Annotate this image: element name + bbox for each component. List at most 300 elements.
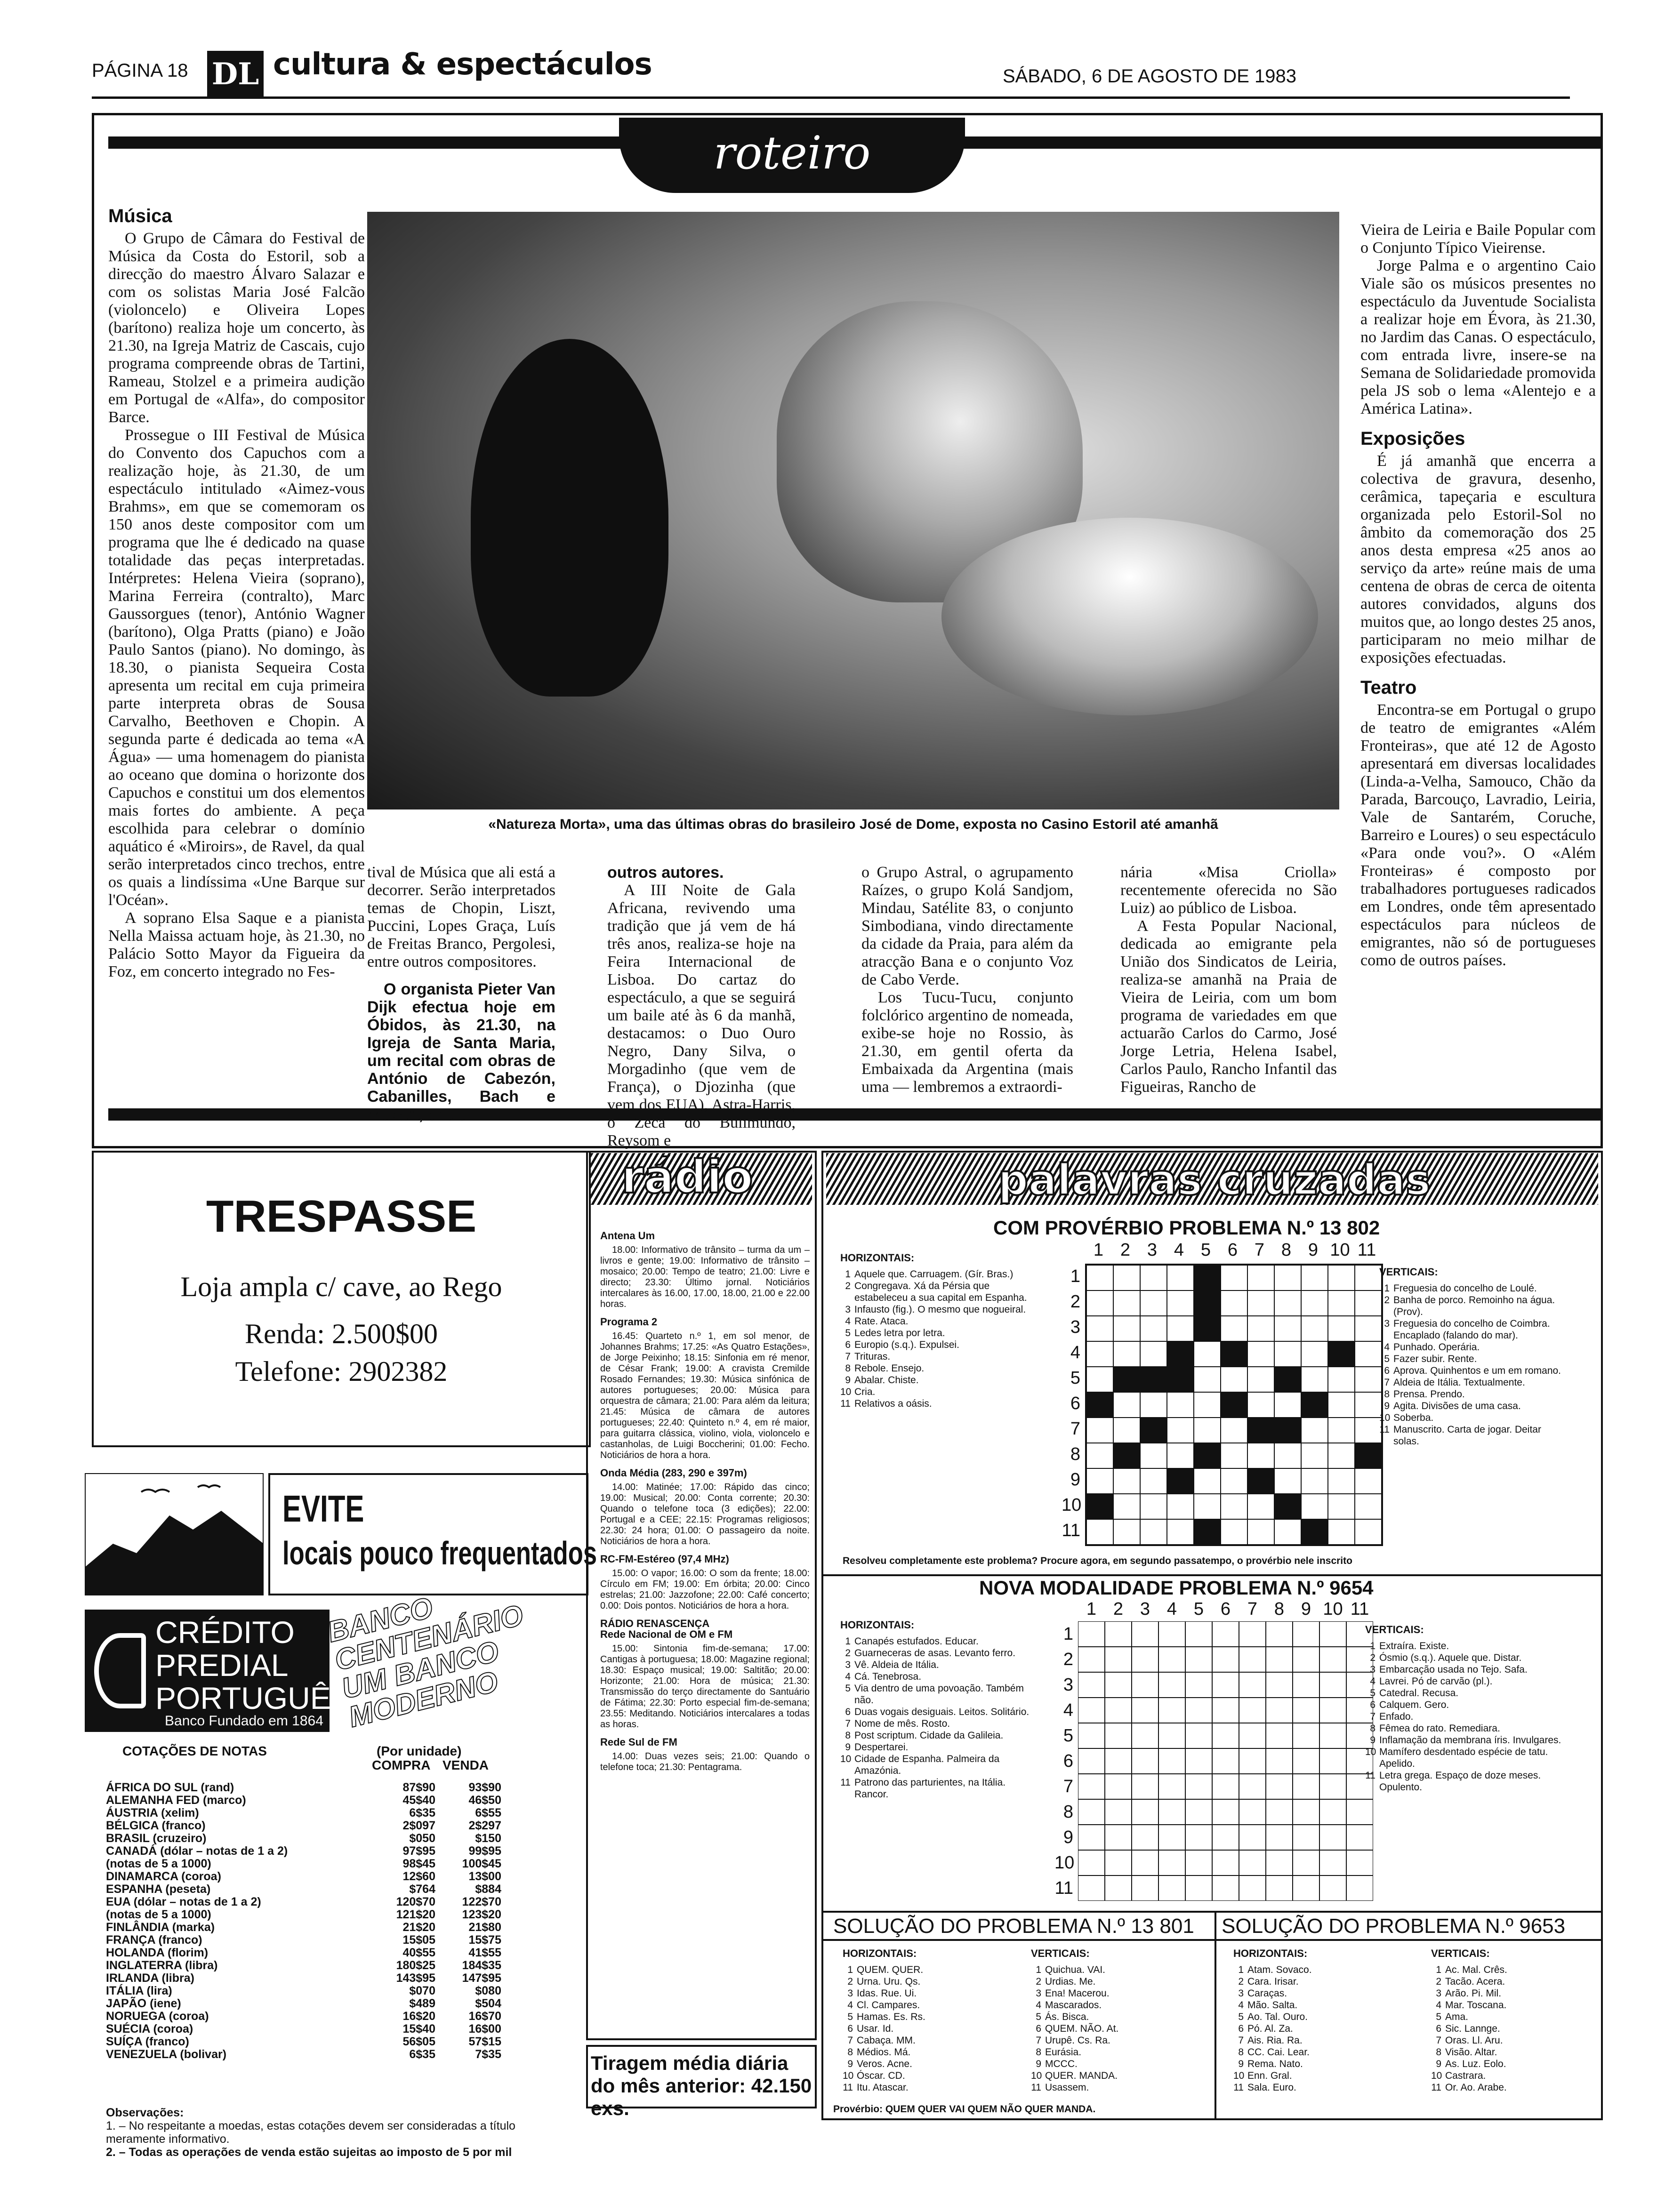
grid-cell[interactable] xyxy=(1274,1494,1301,1519)
grid-cell[interactable] xyxy=(1221,1265,1247,1290)
grid-cell[interactable] xyxy=(1167,1316,1194,1341)
grid-cell[interactable] xyxy=(1346,1850,1373,1875)
grid-cell[interactable] xyxy=(1140,1316,1167,1341)
grid-cell[interactable] xyxy=(1328,1316,1355,1341)
grid-cell[interactable] xyxy=(1274,1265,1301,1290)
grid-cell[interactable] xyxy=(1113,1290,1140,1316)
grid-cell[interactable] xyxy=(1239,1850,1266,1875)
grid-cell[interactable] xyxy=(1140,1494,1167,1519)
grid-cell[interactable] xyxy=(1221,1290,1247,1316)
problem-2-vertical-clues xyxy=(1365,1624,1568,1793)
grid-cell[interactable] xyxy=(1355,1341,1382,1367)
grid-cell[interactable] xyxy=(1194,1290,1221,1316)
grid-cell[interactable] xyxy=(1212,1774,1239,1799)
grid-cell[interactable] xyxy=(1328,1392,1355,1418)
grid-cell[interactable] xyxy=(1105,1748,1132,1774)
grid-cell[interactable] xyxy=(1319,1799,1346,1825)
buy-rate: 180$25 xyxy=(396,1959,435,1972)
grid-cell[interactable] xyxy=(1105,1850,1132,1875)
paragraph: A III Noite de Gala Africana, revivendo uma tradição que já vem de há três anos, realiza-se hoje na Feira Internacional de Lisboa. Do cartaz do espectáculo, a que se seguirá um baile até às 6 da manhã, destacamos: o Duo Ouro Negro, Dany Silva, o Morgadinho (que vem de França), o Djozinha (que vem dos EUA), Astra-Harris, o Zeca do Bulimundo, Reysom e xyxy=(607,882,796,1149)
clue-item xyxy=(1431,1964,1601,1976)
clue-heading: HORIZONTAIS: xyxy=(1233,1948,1308,1959)
buy-rate: 97$95 xyxy=(402,1844,435,1858)
grid-cell[interactable] xyxy=(1194,1265,1221,1290)
grid-cell[interactable] xyxy=(1113,1494,1140,1519)
problem-2-horizontal-clues xyxy=(840,1619,1033,1800)
grid-cell[interactable] xyxy=(1274,1290,1301,1316)
grid-cell[interactable] xyxy=(1239,1825,1266,1850)
grid-cell[interactable] xyxy=(1194,1341,1221,1367)
grid-cell[interactable] xyxy=(1355,1443,1382,1468)
grid-cell[interactable] xyxy=(1355,1494,1382,1519)
grid-cell[interactable] xyxy=(1328,1341,1355,1367)
grid-cell[interactable] xyxy=(1301,1418,1328,1443)
grid-col-number: 11 xyxy=(1350,1599,1369,1619)
grid-cell[interactable] xyxy=(1293,1621,1319,1647)
grid-cell[interactable] xyxy=(1266,1647,1293,1672)
grid-cell[interactable] xyxy=(1140,1468,1167,1494)
grid-cell[interactable] xyxy=(1319,1825,1346,1850)
grid-cell[interactable] xyxy=(1158,1672,1185,1698)
grid-cell[interactable] xyxy=(1239,1723,1266,1748)
grid-cell[interactable] xyxy=(1247,1392,1274,1418)
grid-row-number: 2 xyxy=(1063,1650,1073,1669)
grid-cell[interactable] xyxy=(1194,1494,1221,1519)
grid-cell[interactable] xyxy=(1274,1418,1301,1443)
grid-cell[interactable] xyxy=(1140,1367,1167,1392)
grid-cell[interactable] xyxy=(1086,1519,1113,1545)
grid-cell[interactable] xyxy=(1078,1748,1105,1774)
grid-cell[interactable] xyxy=(1167,1367,1194,1392)
grid-cell[interactable] xyxy=(1274,1367,1301,1392)
grid-cell[interactable] xyxy=(1293,1672,1319,1698)
grid-cell[interactable] xyxy=(1221,1494,1247,1519)
grid-cell[interactable] xyxy=(1086,1341,1113,1367)
grid-cell[interactable] xyxy=(1086,1443,1113,1468)
grid-cell[interactable] xyxy=(1221,1418,1247,1443)
grid-cell[interactable] xyxy=(1212,1647,1239,1672)
grid-cell[interactable] xyxy=(1113,1468,1140,1494)
grid-cell[interactable] xyxy=(1105,1875,1132,1901)
station-network: Rede Nacional de OM e FM xyxy=(600,1628,733,1640)
article-col-6 xyxy=(1360,221,1596,970)
grid-cell[interactable] xyxy=(1185,1698,1212,1723)
sell-rate: 13$00 xyxy=(468,1870,501,1883)
grid-cell[interactable] xyxy=(1293,1748,1319,1774)
bank-founded: Banco Fundado em 1864 xyxy=(165,1713,323,1729)
clue-text: Caraças. xyxy=(1247,1988,1287,1999)
grid-cell[interactable] xyxy=(1140,1290,1167,1316)
grid-cell[interactable] xyxy=(1239,1799,1266,1825)
grid-cell[interactable] xyxy=(1132,1723,1158,1748)
grid-cell[interactable] xyxy=(1140,1418,1167,1443)
grid-cell[interactable] xyxy=(1132,1799,1158,1825)
grid-cell[interactable] xyxy=(1212,1850,1239,1875)
grid-cell[interactable] xyxy=(1319,1672,1346,1698)
grid-cell[interactable] xyxy=(1319,1850,1346,1875)
clue-number: 1 xyxy=(1036,1964,1041,1975)
rate-row xyxy=(106,2048,544,2061)
grid-cell[interactable] xyxy=(1247,1494,1274,1519)
grid-cell[interactable] xyxy=(1247,1265,1274,1290)
grid-cell[interactable] xyxy=(1239,1875,1266,1901)
resolveu-note: Resolveu completamente este problema? Procure agora, em segundo passatempo, o provérbio nele inscrito xyxy=(843,1555,1352,1566)
grid-cell[interactable] xyxy=(1105,1774,1132,1799)
grid-cell[interactable] xyxy=(1078,1850,1105,1875)
grid-cell[interactable] xyxy=(1113,1341,1140,1367)
grid-cell[interactable] xyxy=(1167,1468,1194,1494)
grid-cell[interactable] xyxy=(1301,1494,1328,1519)
grid-cell[interactable] xyxy=(1221,1519,1247,1545)
grid-cell[interactable] xyxy=(1185,1875,1212,1901)
grid-cell[interactable] xyxy=(1355,1367,1382,1392)
grid-cell[interactable] xyxy=(1132,1672,1158,1698)
grid-cell[interactable] xyxy=(1158,1799,1185,1825)
clue-item xyxy=(1031,1976,1210,1988)
clue-number: 10 xyxy=(1365,1747,1376,1757)
grid-cell[interactable] xyxy=(1221,1341,1247,1367)
clue-text: Canapés estufados. Educar. xyxy=(854,1636,979,1647)
grid-cell[interactable] xyxy=(1301,1443,1328,1468)
clue-text: Duas vogais desiguais. Leitos. Solitário. xyxy=(854,1707,1030,1717)
grid-col-number: 2 xyxy=(1113,1599,1124,1619)
clue-item xyxy=(843,1999,1022,2011)
grid-cell[interactable] xyxy=(1319,1698,1346,1723)
grid-cell[interactable] xyxy=(1167,1443,1194,1468)
grid-cell[interactable] xyxy=(1239,1774,1266,1799)
grid-cell[interactable] xyxy=(1078,1774,1105,1799)
grid-cell[interactable] xyxy=(1328,1443,1355,1468)
grid-cell[interactable] xyxy=(1132,1850,1158,1875)
grid-cell[interactable] xyxy=(1328,1418,1355,1443)
grid-cell[interactable] xyxy=(1212,1799,1239,1825)
grid-cell[interactable] xyxy=(1158,1723,1185,1748)
grid-cell[interactable] xyxy=(1266,1850,1293,1875)
clue-text: Or. Ao. Arabe. xyxy=(1445,2082,1507,2093)
grid-cell[interactable] xyxy=(1266,1875,1293,1901)
grid-cell[interactable] xyxy=(1221,1468,1247,1494)
grid-cell[interactable] xyxy=(1266,1621,1293,1647)
grid-cell[interactable] xyxy=(1328,1265,1355,1290)
clue-item xyxy=(1365,1770,1568,1793)
grid-cell[interactable] xyxy=(1167,1418,1194,1443)
grid-cell[interactable] xyxy=(1078,1875,1105,1901)
grid-cell[interactable] xyxy=(1105,1825,1132,1850)
grid-cell[interactable] xyxy=(1293,1723,1319,1748)
grid-cell[interactable] xyxy=(1221,1316,1247,1341)
grid-cell[interactable] xyxy=(1167,1494,1194,1519)
grid-cell[interactable] xyxy=(1247,1443,1274,1468)
clue-text: Lavrei. Pó de carvão (pl.). xyxy=(1379,1676,1493,1687)
grid-cell[interactable] xyxy=(1247,1341,1274,1367)
sell-rate: 6$55 xyxy=(475,1806,501,1819)
grid-cell[interactable] xyxy=(1194,1367,1221,1392)
grid-cell[interactable] xyxy=(1086,1468,1113,1494)
grid-cell[interactable] xyxy=(1355,1290,1382,1316)
photo-bowl xyxy=(941,518,1318,715)
sell-rate: 122$70 xyxy=(462,1895,501,1908)
grid-cell[interactable] xyxy=(1140,1341,1167,1367)
grid-cell[interactable] xyxy=(1158,1621,1185,1647)
grid-cell[interactable] xyxy=(1266,1672,1293,1698)
grid-cell[interactable] xyxy=(1158,1875,1185,1901)
grid-cell[interactable] xyxy=(1293,1850,1319,1875)
grid-cell[interactable] xyxy=(1185,1774,1212,1799)
clue-item xyxy=(843,1988,1022,1999)
grid-cell[interactable] xyxy=(1086,1316,1113,1341)
grid-cell[interactable] xyxy=(1113,1418,1140,1443)
buy-rate: 120$70 xyxy=(396,1895,435,1908)
grid-cell[interactable] xyxy=(1086,1367,1113,1392)
clue-item xyxy=(1365,1723,1568,1734)
grid-cell[interactable] xyxy=(1078,1825,1105,1850)
buy-rate: 143$95 xyxy=(396,1972,435,1985)
grid-cell[interactable] xyxy=(1319,1748,1346,1774)
grid-cell[interactable] xyxy=(1221,1392,1247,1418)
grid-cell[interactable] xyxy=(1086,1418,1113,1443)
grid-cell[interactable] xyxy=(1086,1265,1113,1290)
grid-row-number: 8 xyxy=(1070,1444,1080,1464)
grid-row-number: 7 xyxy=(1063,1777,1073,1796)
sell-rate: 184$35 xyxy=(462,1959,501,1972)
grid-cell[interactable] xyxy=(1212,1672,1239,1698)
clue-number: 4 xyxy=(845,1316,851,1327)
grid-cell[interactable] xyxy=(1247,1316,1274,1341)
paragraph: É já amanhã que encerra a colectiva de gravura, desenho, cerâmica, tapeçaria e escultura organizada pelo Estoril-Sol no âmbito da comemoração dos 25 anos desta empresa «25 anos ao serviço da arte» reúne mais de uma centena de obras de cerca de oitenta autores convidados, alguns dos muitos que, ao longo destes 25 anos, participaram no meio milhar de exposições efectuadas. xyxy=(1360,452,1596,666)
grid-cell[interactable] xyxy=(1266,1774,1293,1799)
grid-cell[interactable] xyxy=(1355,1316,1382,1341)
grid-cell[interactable] xyxy=(1185,1647,1212,1672)
clue-item xyxy=(840,1647,1033,1659)
grid-cell[interactable] xyxy=(1293,1799,1319,1825)
grid-cell[interactable] xyxy=(1346,1825,1373,1850)
grid-cell[interactable] xyxy=(1221,1367,1247,1392)
station-name: Antena Um xyxy=(600,1230,655,1242)
grid-cell[interactable] xyxy=(1140,1443,1167,1468)
grid-cell[interactable] xyxy=(1319,1875,1346,1901)
grid-cell[interactable] xyxy=(1293,1698,1319,1723)
sell-rate: $080 xyxy=(475,1984,501,1997)
grid-cell[interactable] xyxy=(1266,1723,1293,1748)
grid-cell[interactable] xyxy=(1212,1825,1239,1850)
grid-cell[interactable] xyxy=(1328,1519,1355,1545)
grid-cell[interactable] xyxy=(1239,1698,1266,1723)
grid-cell[interactable] xyxy=(1167,1392,1194,1418)
grid-cell[interactable] xyxy=(1266,1748,1293,1774)
grid-cell[interactable] xyxy=(1113,1443,1140,1468)
grid-cell[interactable] xyxy=(1185,1621,1212,1647)
grid-cell[interactable] xyxy=(1221,1443,1247,1468)
grid-cell[interactable] xyxy=(1185,1850,1212,1875)
grid-cell[interactable] xyxy=(1194,1519,1221,1545)
grid-cell[interactable] xyxy=(1194,1443,1221,1468)
grid-cell[interactable] xyxy=(1158,1698,1185,1723)
grid-cell[interactable] xyxy=(1132,1698,1158,1723)
clue-item xyxy=(1379,1412,1568,1424)
grid-cell[interactable] xyxy=(1346,1875,1373,1901)
grid-cell[interactable] xyxy=(1247,1418,1274,1443)
grid-cell[interactable] xyxy=(1212,1723,1239,1748)
grid-cell[interactable] xyxy=(1078,1723,1105,1748)
grid-cell[interactable] xyxy=(1132,1621,1158,1647)
grid-cell[interactable] xyxy=(1167,1519,1194,1545)
grid-cell[interactable] xyxy=(1328,1290,1355,1316)
grid-cell[interactable] xyxy=(1140,1519,1167,1545)
roteiro-title: roteiro xyxy=(619,118,965,193)
grid-cell[interactable] xyxy=(1113,1367,1140,1392)
grid-cell[interactable] xyxy=(1212,1621,1239,1647)
clue-item xyxy=(1031,2058,1210,2070)
grid-cell[interactable] xyxy=(1328,1468,1355,1494)
clue-text: MCCC. xyxy=(1045,2059,1078,2069)
grid-cell[interactable] xyxy=(1355,1418,1382,1443)
grid-cell[interactable] xyxy=(1158,1850,1185,1875)
clue-item xyxy=(1431,2070,1601,2082)
grid-cell[interactable] xyxy=(1319,1647,1346,1672)
grid-cell[interactable] xyxy=(1167,1341,1194,1367)
clue-text: Agita. Divisões de uma casa. xyxy=(1393,1401,1521,1411)
grid-cell[interactable] xyxy=(1185,1748,1212,1774)
grid-cell[interactable] xyxy=(1158,1647,1185,1672)
grid-cell[interactable] xyxy=(1194,1418,1221,1443)
grid-cell[interactable] xyxy=(1140,1265,1167,1290)
grid-cell[interactable] xyxy=(1319,1621,1346,1647)
grid-cell[interactable] xyxy=(1132,1647,1158,1672)
buy-rate: 15$05 xyxy=(402,1933,435,1947)
grid-cell[interactable] xyxy=(1239,1621,1266,1647)
grid-cell[interactable] xyxy=(1301,1290,1328,1316)
grid-cell[interactable] xyxy=(1194,1468,1221,1494)
grid-cell[interactable] xyxy=(1301,1316,1328,1341)
grid-cell[interactable] xyxy=(1319,1774,1346,1799)
grid-cell[interactable] xyxy=(1239,1748,1266,1774)
grid-cell[interactable] xyxy=(1113,1265,1140,1290)
grid-cell[interactable] xyxy=(1266,1825,1293,1850)
grid-cell[interactable] xyxy=(1355,1265,1382,1290)
grid-cell[interactable] xyxy=(1086,1290,1113,1316)
grid-cell[interactable] xyxy=(1132,1748,1158,1774)
grid-cell[interactable] xyxy=(1185,1799,1212,1825)
grid-cell[interactable] xyxy=(1301,1519,1328,1545)
clue-number: 2 xyxy=(845,1648,851,1659)
grid-cell[interactable] xyxy=(1293,1875,1319,1901)
clue-number: 11 xyxy=(1379,1424,1390,1435)
grid-cell[interactable] xyxy=(1274,1341,1301,1367)
grid-cell[interactable] xyxy=(1274,1392,1301,1418)
grid-cell[interactable] xyxy=(1328,1494,1355,1519)
grid-cell[interactable] xyxy=(1167,1265,1194,1290)
clue-heading: HORIZONTAIS: xyxy=(840,1252,915,1264)
grid-cell[interactable] xyxy=(1105,1698,1132,1723)
grid-cell[interactable] xyxy=(1194,1392,1221,1418)
grid-cell[interactable] xyxy=(1212,1698,1239,1723)
grid-cell[interactable] xyxy=(1212,1748,1239,1774)
grid-cell[interactable] xyxy=(1301,1265,1328,1290)
grid-cell[interactable] xyxy=(1105,1799,1132,1825)
buy-rate: 6$35 xyxy=(409,1806,435,1819)
grid-cell[interactable] xyxy=(1167,1290,1194,1316)
grid-cell[interactable] xyxy=(1105,1672,1132,1698)
clue-item xyxy=(840,1327,1033,1339)
grid-cell[interactable] xyxy=(1328,1367,1355,1392)
grid-cell[interactable] xyxy=(1247,1519,1274,1545)
grid-cell[interactable] xyxy=(1185,1672,1212,1698)
grid-cell[interactable] xyxy=(1078,1647,1105,1672)
grid-cell[interactable] xyxy=(1105,1723,1132,1748)
grid-cell[interactable] xyxy=(1113,1392,1140,1418)
grid-cell[interactable] xyxy=(1194,1316,1221,1341)
grid-cell[interactable] xyxy=(1105,1621,1132,1647)
grid-cell[interactable] xyxy=(1355,1468,1382,1494)
grid-cell[interactable] xyxy=(1301,1392,1328,1418)
grid-cell[interactable] xyxy=(1274,1468,1301,1494)
grid-cell[interactable] xyxy=(1158,1774,1185,1799)
grid-cell[interactable] xyxy=(1293,1825,1319,1850)
clue-number: 1 xyxy=(845,1636,851,1647)
grid-cell[interactable] xyxy=(1346,1799,1373,1825)
grid-cell[interactable] xyxy=(1301,1341,1328,1367)
grid-cell[interactable] xyxy=(1113,1519,1140,1545)
clue-text: Ás. Bisca. xyxy=(1045,2012,1089,2022)
grid-cell[interactable] xyxy=(1274,1443,1301,1468)
clue-item xyxy=(1233,2011,1412,2023)
grid-cell[interactable] xyxy=(1274,1316,1301,1341)
grid-cell[interactable] xyxy=(1113,1316,1140,1341)
grid-cell[interactable] xyxy=(1140,1392,1167,1418)
grid-cell[interactable] xyxy=(1274,1519,1301,1545)
grid-cell[interactable] xyxy=(1185,1723,1212,1748)
grid-cell[interactable] xyxy=(1247,1367,1274,1392)
currency-name: ESPANHA (peseta) xyxy=(106,1883,211,1896)
grid-cell[interactable] xyxy=(1301,1367,1328,1392)
grid-cell[interactable] xyxy=(1132,1825,1158,1850)
sell-rate: 2$297 xyxy=(468,1819,501,1832)
grid-cell[interactable] xyxy=(1266,1799,1293,1825)
grid-cell[interactable] xyxy=(1239,1672,1266,1698)
station-name: Rede Sul de FM xyxy=(600,1736,677,1748)
grid-cell[interactable] xyxy=(1319,1723,1346,1748)
grid-cell[interactable] xyxy=(1078,1799,1105,1825)
clue-item xyxy=(1431,2023,1601,2035)
grid-cell[interactable] xyxy=(1185,1825,1212,1850)
grid-cell[interactable] xyxy=(1078,1672,1105,1698)
grid-cell[interactable] xyxy=(1239,1647,1266,1672)
grid-cell[interactable] xyxy=(1247,1468,1274,1494)
grid-cell[interactable] xyxy=(1355,1392,1382,1418)
grid-cell[interactable] xyxy=(1247,1290,1274,1316)
grid-cell[interactable] xyxy=(1293,1647,1319,1672)
grid-cell[interactable] xyxy=(1078,1698,1105,1723)
grid-cell[interactable] xyxy=(1105,1647,1132,1672)
grid-cell[interactable] xyxy=(1078,1621,1105,1647)
rate-row xyxy=(106,1807,544,1819)
grid-cell[interactable] xyxy=(1158,1825,1185,1850)
grid-cell[interactable] xyxy=(1266,1698,1293,1723)
grid-cell[interactable] xyxy=(1158,1748,1185,1774)
buy-rate: 2$097 xyxy=(402,1819,435,1832)
grid-cell[interactable] xyxy=(1132,1774,1158,1799)
grid-cell[interactable] xyxy=(1212,1875,1239,1901)
clue-number: 4 xyxy=(845,1671,851,1682)
grid-cell[interactable] xyxy=(1132,1875,1158,1901)
clue-text: Relativos a oásis. xyxy=(854,1398,932,1409)
grid-cell[interactable] xyxy=(1355,1519,1382,1545)
grid-cell[interactable] xyxy=(1301,1468,1328,1494)
grid-cell[interactable] xyxy=(1086,1392,1113,1418)
grid-cell[interactable] xyxy=(1293,1774,1319,1799)
grid-cell[interactable] xyxy=(1086,1494,1113,1519)
clue-text: QUEM. NÃO. At. xyxy=(1045,2023,1119,2034)
